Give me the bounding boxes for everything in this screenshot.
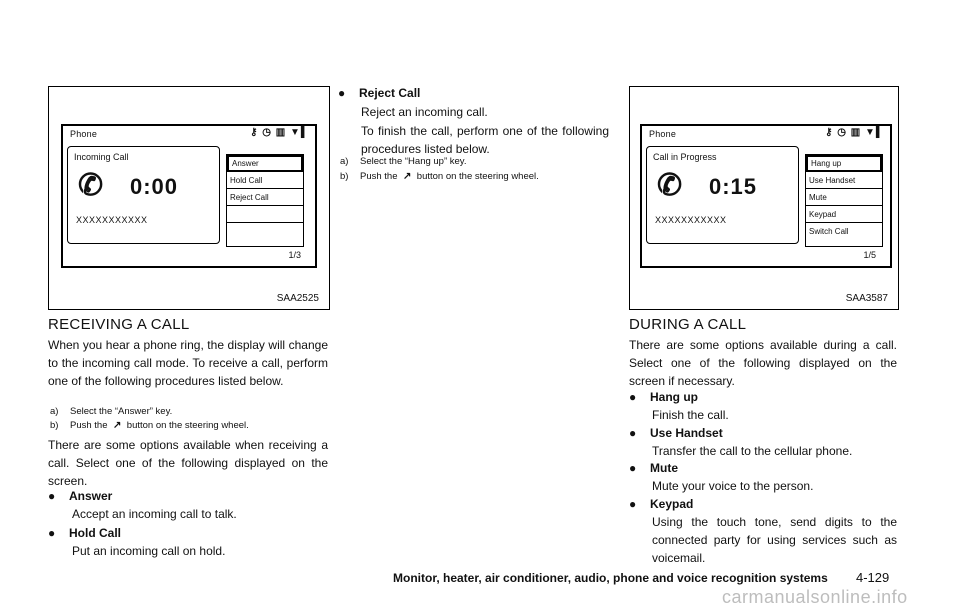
option-title: Answer xyxy=(69,489,113,503)
menu-item-mute[interactable]: Mute xyxy=(806,189,882,206)
step-text: Select the “Hang up” key. xyxy=(360,156,467,167)
menu-item-switch-call[interactable]: Switch Call xyxy=(809,227,849,236)
step-text-pre: Push the xyxy=(360,171,398,182)
option-answer-desc: Accept an incoming call to talk. xyxy=(72,507,237,521)
status-icons: ⚷ ◷ ▥ ▼▌ xyxy=(825,127,884,138)
receiving-intro: When you hear a phone ring, the display will change to the incoming call mode. To receive a call, perform one of the following procedures listed below. xyxy=(48,338,328,388)
step-text: Select the “Answer” key. xyxy=(70,406,173,417)
screen-display xyxy=(61,124,317,268)
step-label: a) xyxy=(340,156,349,167)
bullet-dot: ● xyxy=(48,489,56,503)
section-heading-during: DURING A CALL xyxy=(629,316,747,333)
option-answer xyxy=(48,489,112,503)
option-title: Reject Call xyxy=(359,86,421,100)
menu-item-empty xyxy=(227,223,303,240)
reject-step-b xyxy=(340,171,539,182)
step-text-pre: Push the xyxy=(70,420,108,431)
option-use-handset-desc: Transfer the call to the cellular phone. xyxy=(652,444,853,458)
page-number: 4-129 xyxy=(856,570,890,585)
bullet-dot: ● xyxy=(48,526,56,540)
during-intro: There are some options available during a call. Select one of the following displayed on the screen if necessary. xyxy=(629,338,897,388)
menu-item-answer[interactable]: Answer xyxy=(227,155,303,172)
bullet-dot: ● xyxy=(629,497,637,511)
figure-call-in-progress xyxy=(629,86,899,310)
steering-phone-icon: ↗ xyxy=(112,420,122,431)
call-options-menu xyxy=(805,154,883,247)
option-hang-up-desc: Finish the call. xyxy=(652,408,729,422)
menu-item-hang-up[interactable]: Hang up xyxy=(806,155,882,172)
reject-desc-2: To finish the call, perform one of the following procedures listed below. xyxy=(361,124,609,156)
screen-display xyxy=(640,124,892,268)
reject-desc-1: Reject an incoming call. xyxy=(361,105,488,119)
call-timer: 0:15 xyxy=(709,174,758,199)
caller-number: XXXXXXXXXXX xyxy=(655,215,727,225)
menu-item-hold-call[interactable]: Hold Call xyxy=(227,172,303,189)
watermark-text: carmanualsonline.info xyxy=(722,587,908,607)
receiving-step-b xyxy=(50,420,249,431)
figure-caption: SAA2525 xyxy=(276,293,319,304)
step-text-post: button on the steering wheel. xyxy=(126,420,249,431)
option-title: Hang up xyxy=(650,390,698,404)
menu-item-use-handset[interactable]: Use Handset xyxy=(806,172,882,189)
screen-title: Phone xyxy=(70,129,98,139)
option-keypad xyxy=(629,497,693,511)
option-hold-call-desc: Put an incoming call on hold. xyxy=(72,544,226,558)
caller-number: XXXXXXXXXXX xyxy=(76,215,148,225)
call-panel xyxy=(646,146,799,244)
phone-handset-icon: ✆ xyxy=(657,169,683,202)
option-mute xyxy=(629,461,678,475)
option-title: Use Handset xyxy=(650,426,723,440)
phone-handset-icon: ✆ xyxy=(78,169,104,202)
call-panel xyxy=(67,146,220,244)
option-reject-call xyxy=(338,86,420,100)
call-status-title: Call in Progress xyxy=(653,152,717,162)
step-label: b) xyxy=(50,420,59,431)
reject-step-a xyxy=(340,156,467,167)
steering-phone-icon: ↗ xyxy=(402,171,412,182)
option-mute-desc: Mute your voice to the person. xyxy=(652,479,814,493)
menu-item-empty xyxy=(227,206,303,223)
option-title: Mute xyxy=(650,461,678,475)
bullet-dot: ● xyxy=(629,461,637,475)
section-heading-receiving: RECEIVING A CALL xyxy=(48,316,190,333)
status-icons: ⚷ ◷ ▥ ▼▌ xyxy=(250,127,309,138)
bullet-dot: ● xyxy=(629,390,637,404)
call-status-title: Incoming Call xyxy=(74,152,129,162)
page-indicator: 1/5 xyxy=(863,250,876,260)
receiving-options-intro: There are some options available when receiving a call. Select one of the following displayed on the screen. xyxy=(48,438,328,488)
option-hang-up xyxy=(629,390,698,404)
call-options-menu xyxy=(226,154,304,247)
option-title: Hold Call xyxy=(69,526,122,540)
option-use-handset xyxy=(629,426,723,440)
figure-caption: SAA3587 xyxy=(845,293,888,304)
receiving-step-a xyxy=(50,406,172,417)
figure-incoming-call xyxy=(48,86,330,310)
step-text-post: button on the steering wheel. xyxy=(416,171,539,182)
menu-item-keypad[interactable]: Keypad xyxy=(806,206,882,223)
step-label: b) xyxy=(340,171,349,182)
screen-title: Phone xyxy=(649,129,677,139)
option-title: Keypad xyxy=(650,497,694,511)
page-indicator: 1/3 xyxy=(288,250,301,260)
call-timer: 0:00 xyxy=(130,174,179,199)
bullet-dot: ● xyxy=(338,86,346,100)
step-label: a) xyxy=(50,406,59,417)
footer-section-title: Monitor, heater, air conditioner, audio, phone and voice recognition systems xyxy=(393,571,828,585)
option-keypad-desc: Using the touch tone, send digits to the connected party for using services such as voicemail. xyxy=(652,515,897,565)
option-hold-call xyxy=(48,526,121,540)
menu-item-reject-call[interactable]: Reject Call xyxy=(227,189,303,206)
bullet-dot: ● xyxy=(629,426,637,440)
